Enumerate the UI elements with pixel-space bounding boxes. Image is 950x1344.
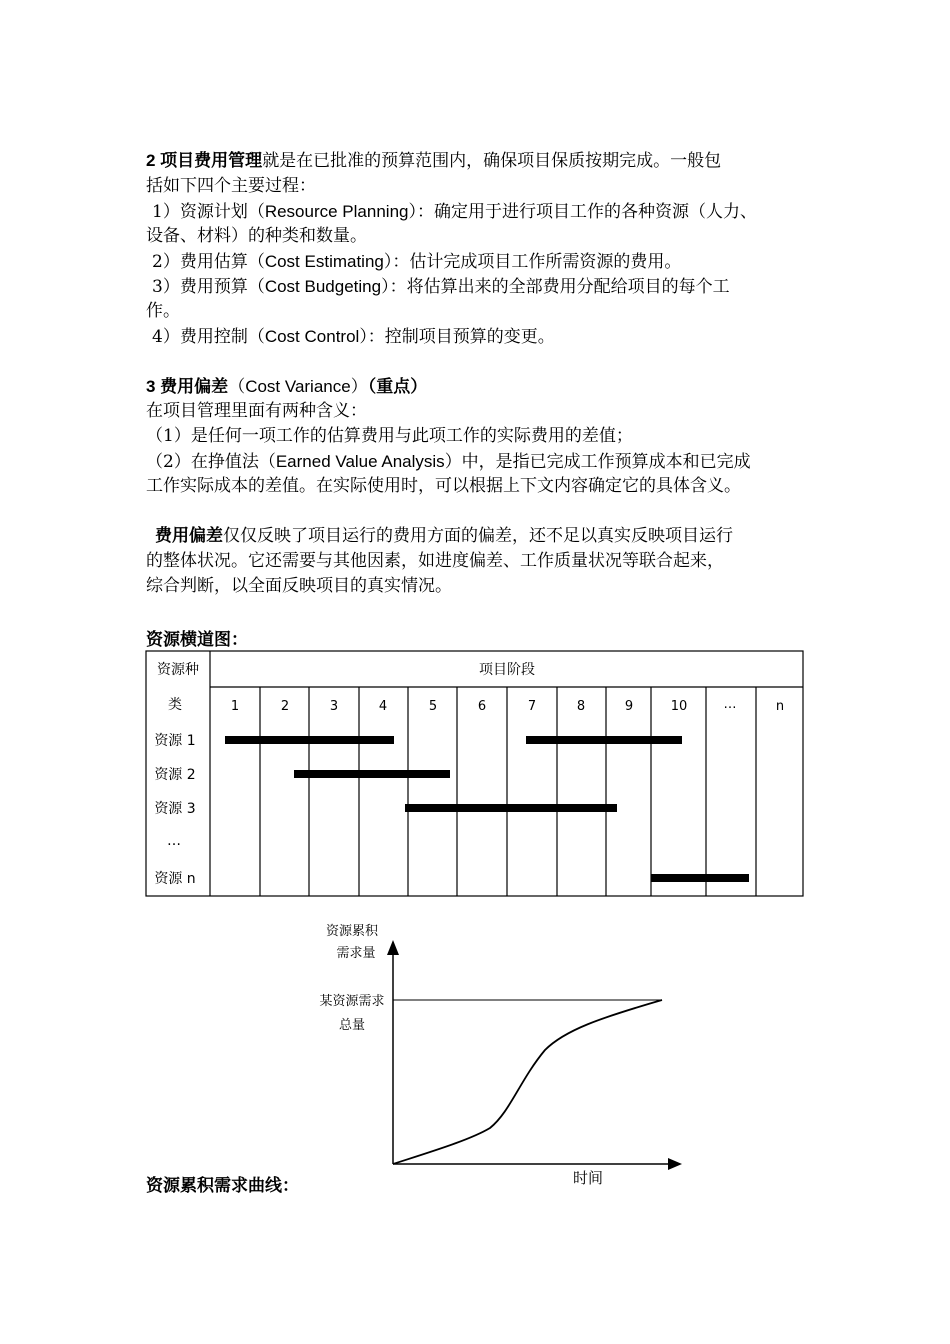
gantt-period-label: 8 <box>576 699 586 714</box>
gantt-header-phases: 项目阶段 <box>479 662 535 678</box>
gantt-bar-resource-n <box>651 874 749 882</box>
process-item-4: 4）费用控制（Cost Control）：控制项目预算的变更。 <box>152 327 555 347</box>
variance-paragraph-line3: 综合判断，以全面反映项目的真实情况。 <box>146 576 452 596</box>
gantt-resource-label: 资源 3 <box>154 801 196 817</box>
cumulative-curve-figure <box>319 923 682 1187</box>
gantt-resource-label: 资源 1 <box>154 733 196 749</box>
gantt-resource-label: 资源 n <box>154 871 196 887</box>
total-demand-label-line1: 某资源需求 <box>319 994 385 1009</box>
gantt-bar-resource-1b <box>526 736 682 744</box>
section3-intro: 在项目管理里面有两种含义： <box>146 401 367 421</box>
process-item-1-cont: 设备、材料）的种类和数量。 <box>146 226 367 246</box>
meaning-2: （2）在挣值法（Earned Value Analysis）中，是指已完成工作预算成本和已完成 <box>146 452 751 472</box>
section2-line2: 括如下四个主要过程： <box>146 176 316 196</box>
x-axis-label: 时间 <box>572 1169 604 1187</box>
process-item-2: 2）费用估算（Cost Estimating）：估计完成项目工作所需资源的费用。 <box>152 252 682 272</box>
gantt-period-label: 6 <box>477 699 487 714</box>
gantt-period-label: 7 <box>527 699 537 714</box>
cumulative-demand-curve <box>393 1000 662 1164</box>
process-item-3-cont: 作。 <box>146 301 180 321</box>
gantt-frame <box>146 651 803 896</box>
y-axis-label-line1: 资源累积 <box>325 924 379 939</box>
y-axis-label-line2: 需求量 <box>336 946 376 961</box>
process-item-3: 3）费用预算（Cost Budgeting）：将估算出来的全部费用分配给项目的每个工 <box>152 277 730 297</box>
gantt-bar-resource-2 <box>294 770 450 778</box>
gantt-resource-label: … <box>167 833 181 849</box>
section2-title: 2 项目费用管理 <box>146 151 263 170</box>
gantt-bar-resource-1a <box>225 736 394 744</box>
gantt-period-label: 3 <box>329 699 339 714</box>
gantt-header-resource-type-bottom: 类 <box>168 697 182 713</box>
variance-paragraph-line2: 的整体状况。它还需要与其他因素，如进度偏差、工作质量状况等联合起来， <box>146 551 724 571</box>
gantt-period-label: … <box>723 697 737 712</box>
total-demand-label-line2: 总量 <box>338 1018 366 1033</box>
section3-title: 3 费用偏差（Cost Variance）（重点） <box>146 377 428 397</box>
gantt-period-label: 2 <box>280 699 290 714</box>
gantt-period-label: 5 <box>428 699 438 714</box>
curve-caption: 资源累积需求曲线： <box>146 1176 299 1196</box>
gantt-period-label: 9 <box>624 699 634 714</box>
gantt-period-label: n <box>775 699 785 714</box>
process-item-1: 1）资源计划（Resource Planning）：确定用于进行项目工作的各种资源（人力、 <box>152 202 757 222</box>
gantt-period-label: 1 <box>230 699 240 714</box>
gantt-heading: 资源横道图： <box>146 630 248 650</box>
x-axis-arrow <box>668 1158 682 1170</box>
gantt-period-label: 4 <box>378 699 388 714</box>
gantt-resource-label: 资源 2 <box>154 767 196 783</box>
meaning-1: （1）是任何一项工作的估算费用与此项工作的实际费用的差值； <box>146 426 633 446</box>
variance-paragraph-line1: 费用偏差仅仅反映了项目运行的费用方面的偏差，还不足以真实反映项目运行 <box>155 526 733 546</box>
meaning-2-cont: 工作实际成本的差值。在实际使用时，可以根据上下文内容确定它的具体含义。 <box>146 476 741 496</box>
y-axis-arrow <box>387 940 399 955</box>
gantt-period-label: 10 <box>670 699 688 714</box>
section2-line1: 2 项目费用管理就是在已批准的预算范围内，确保项目保质按期完成。一般包 <box>146 151 722 171</box>
gantt-header-resource-type-top: 资源种 <box>157 662 199 678</box>
gantt-bar-resource-3 <box>405 804 617 812</box>
